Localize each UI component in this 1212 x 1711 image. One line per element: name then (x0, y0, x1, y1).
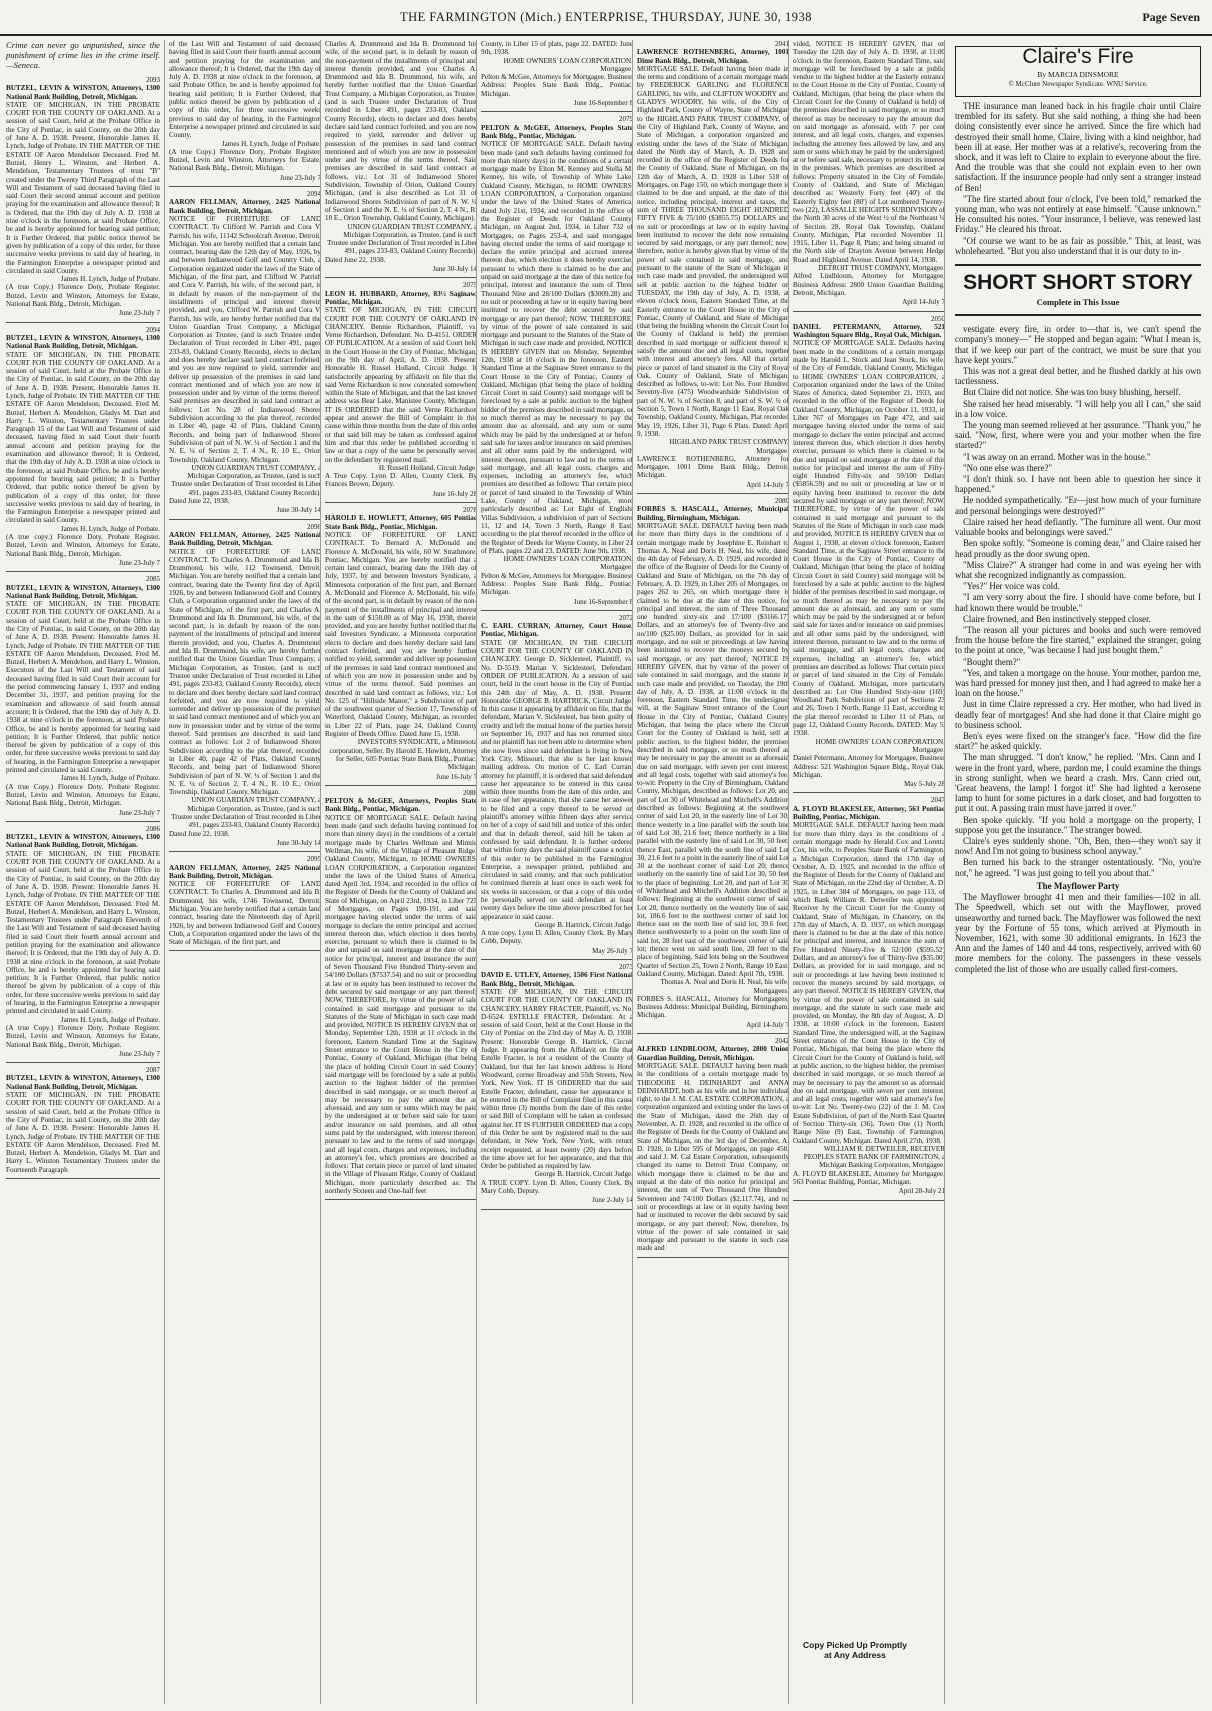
notice-body: STATE OF MICHIGAN, IN THE CIRCUIT COURT FOR THE COUNTY OF OAKLAND IN CHANCERY. George D. Sicklesteel, Plaintiff, vs. No. D-5519. Marian V. Sicklesteel, Defendant. ORDER OF PUBLICATION. At a session of said court, held in the court house in the City of Pontiac this 24th day of May, A. D. 1938. Present: Honorable GEORGE B. HARTRICK, Circuit Judge. In this cause it appearing by affidavit on file, that the defendant, Marian V. Sicklesteel, has been guilty of cruelty and left the mutual home of the parties herein on September 16, 1937 and has not returned since and no plaintiff has not been able to determine where she now lives since said defendant is living in New York City, Missouri, that she is her last known mailing address. On motion of C. Earl Curran, attorney for plaintiff, it is ordered that said defendant cause her appearance to be entered in this cause within three months from the date of this order, and in case of her appearance, that she cause her answer to be filed and a copy thereof to be served on plaintiff's attorney within fifteen days after service on her of a copy of said bill and notice of this order; and that in default thereof, said bill be taken as confessed by said defendant. It is further ordered that within forty days the said plaintiff cause a notice of this order to be published in the Farmington Enterprise, a newspaper printed, published and circulated in said county, and that such publication be continued therein at least once in each week for six weeks in succession, or that a copy of this order be personally served on said defendant at least twenty days before the time above prescribed for her appearance in said cause. (481, 638, 633, 921)
legal-notice (169, 40, 321, 182)
notice-number: 2072 (619, 613, 633, 622)
newspaper-columns (6, 40, 1206, 1704)
story-paragraph: Claire raised her head defiantly. "The furniture all went. Our most valuable books and belongings were saved." (955, 516, 1201, 538)
notice-attest: Dated June 22, 1938. (169, 829, 230, 838)
notice-number: 2087 (146, 1066, 160, 1075)
notice-run-dates: June 23-July 7 (280, 173, 321, 182)
notice-run-dates: May 5-July 28 (904, 780, 945, 789)
notice-number: 2042 (775, 1037, 789, 1046)
legal-notice (325, 281, 477, 498)
notice-body: Charles A. Drummond and Ida B. Drummond his wife, of the second part, is in default by reason of the non-payment of the installments of principal and interest therein provided, and you Charles A. Drummond and Ida B. Drummond, his wife, are hereby further notified that the Union Guardian Trust Company, a Michigan Corporation, as Trustee, (and is such Trustee under Declaration of Trust recorded in Liber 491, pages 233-83, Oakland County Records), elects to declare and does hereby declare said land contract forfeited, and you are now required to yield, surrender and deliver up possession of the premises in said land contract mentioned and of which you are now in possession under and by virtue of the terms thereof. Said premises are described in said land contract as follows, viz.: Lot 31 of Indianwood Shores Subdivision, Township of Orion, Oakland County, Michigan, (and is also described as Lot 31 of Indianwood Shores Subdivision of part of N. W. ¼ of Section 1 and the N. E. ¼ of Section 2, T. 4 N., R. 10 E., Orion Township, Oakland County, Michigan). (325, 40, 477, 223)
column-2 (164, 40, 321, 1704)
notice-divider (637, 1257, 789, 1258)
notice-heading: BUTZEL, LEVIN & WINSTON, Attorneys, 1300 National Bank Building, Detroit, Michigan. (6, 84, 160, 101)
legal-notice (325, 789, 477, 1196)
notice-attest: (A true Copy.) Florence Doty, Probate Register. Butzel, Levin and Winston, Attorneys for Estate, National Bank Bldg., Detroit, Michigan. (169, 147, 321, 173)
story-paragraph: Claire frowned, and Ben instinctively stepped closer. (963, 613, 1151, 624)
story-paragraph: Ben turned his back to the stranger ostentatiously. "No, you're not," he agreed. "I was just going to tell you about that." (955, 857, 1201, 878)
notice-attest: LAWRENCE ROTHENBERG, Attorney for Mortgagee, 1001 Dime Bank Bldg., Detroit, Michigan. (637, 454, 789, 480)
legal-notice (6, 76, 160, 318)
notice-number: 2088 (463, 788, 477, 797)
notice-signature: George B. Hartrick, Circuit Judge. (534, 1170, 633, 1179)
legal-notice (169, 190, 321, 515)
short-short-story-title: SHORT SHORT STORY (963, 270, 1193, 294)
notice-divider (6, 322, 160, 323)
column-4 (476, 40, 633, 1704)
legal-notice (325, 506, 477, 781)
notice-run-dates: June 16-July 28 (432, 489, 477, 498)
aside-title: The Mayflower Party (1036, 880, 1120, 891)
notice-divider (793, 792, 945, 793)
notice-body: STATE OF MICHIGAN, IN THE PROBATE COURT FOR THE COUNTY OF OAKLAND. At a session of said Court, held at the Probate Office in the City of Pontiac, in said County, on the 20th day of June A. D. 1938. Present: Honorable James H. Lynch, Judge of Probate. IN THE MATTER OF THE ESTATE OF Aaron Mendelson, Deceased. Fred M. Butzel, Herbert A. Mendelson, and Harry L. Winston, Testamentary Trustees under Paragraph Eleventh of the Last Will and Testament of said deceased having filed in said Court their fourth annual account and petition praying for the examination and allowance thereof; It is Ordered, that the 19th day of July A. D. 1938 at nine o'clock in the forenoon, at said Probate Office, be and is hereby appointed for hearing said petition; It is Further Ordered, that public notice thereof be given by publication of a copy of this order, for three successive weeks previous to said day of hearing, in the Farmington Enterprise a newspaper printed and circulated in said County. (6, 849, 160, 1016)
notice-divider (481, 959, 633, 960)
legal-notices-col4 (481, 40, 633, 1210)
story-paragraph: Ben spoke softly. "Someone is coming dear," and Claire raised her head proudly as the door swung open. (955, 538, 1201, 559)
notice-divider (6, 821, 160, 822)
legal-notice (481, 963, 633, 1205)
notice-heading: FORBES S. HASCALL, Attorney, Municipal Building, Birmingham, Michigan. (637, 505, 789, 522)
notice-heading: DANIEL PETERMANN, Attorney, 521 Washington Square Bldg., Royal Oak, Michigan. (793, 322, 945, 340)
notice-body: NOTICE OF FORFEITURE OF LAND CONTRACT. To Charles A. Drummond and Ida B. Drummond, his wife, 112 Townsend, Detroit, Michigan. You are hereby notified that a certain land contract, bearing date the Twenty first day of April, 1926, by and between Indianwood Golf and Country Club, a Corporation organized under the laws of the State of Michigan, of the first part, and Charles A. Drummond and Ida B. Drummond, his wife, of the second part, is in default by reason of the non-payment of the installments of principal and interest therein provided, and you, Charles A. Drummond and Ida B. Drummond, his wife, are hereby further notified that the Union Guardian Trust Company, a Michigan Corporation, as Trustee, (and is such Trustee under Declaration of Trust recorded in Liber 491, pages 233-83, Oakland County Records), elects to declare and does hereby declare said land contract forfeited, and you are now required to yield, surrender and deliver up possession of the premises in said land contract mentioned and of which you are now in possession under and by virtue of the terms thereof. Said premises are described in said land contract as follows: Lot 2 of Indianwood Shores Subdivision according to the plat thereof, recorded in Liber 40, page 42 of Plats, Oakland County Records, and being part of Indianwood Shores Subdivision of part of N. W. ¼ of Section 1 and the N. E. ¼ of Section 2, T. 4 N., R. 10 E., Orion Township, Oakland County, Michigan. (169, 547, 321, 797)
notice-divider (793, 311, 945, 312)
story-byline: By MARCIA DINSMORE (1037, 70, 1119, 80)
notice-divider (325, 1199, 477, 1200)
notice-run-dates: June 23-July 7 (119, 1049, 160, 1058)
notice-heading: BUTZEL, LEVIN & WINSTON, Attorneys, 1300 National Bank Building, Detroit, Michigan. (6, 333, 160, 351)
notice-body: vided, NOTICE IS HEREBY GIVEN, that on Tuesday the 12th day of July A. D. 1938, at 11:00 o'clock in the forenoon, Eastern Standard Time, said mortgage will be foreclosed by a sale at public vendue to the highest bidder at the Easterly entrance to the Court House in the City of Pontiac, County of Oakland, Michigan, (that being the place where the Circuit Court for the County of Oakland is held) of the premises described in said mortgage, or so much thereof as may be necessary to pay the amount due on said mortgage as aforesaid, with 7 per cent interest, and all legal costs, charges, and expenses, including the attorney fees allowed by law, and any sum or sums which may be paid by the undersigned, at or before said sale, necessary to protect its interest in the premises. Which premises are described as follows: Property situated in the City of Ferndale, County of Oakland, and State of Michigan, described as: Westerly Forty feet (40') of the Easterly Eighty feet (80') of Lot numbered Twenty-two (22), LASSALLE HEIGHTS SUBDIVISION of the North 30 acres of the West ½ of the Northeast ¼ of Section 28, Royal Oak Township, Oakland County, Michigan, Plat recorded November 11, 1915, Liber 11, Page 8, Plats; and being situated on the North side of Drayton Avenue between Hedge Road and Highland Avenue. Dated April 14, 1938. (793, 40, 945, 264)
story-paragraph: Ben's eyes were fixed on the stranger's face. "How did the fire start?" he asked quickly. (955, 730, 1201, 752)
story-paragraph: Ben spoke quickly. "If you hold a mortgage on the property, I suppose you get the insurance." The stranger bowed. (955, 814, 1201, 835)
notice-run-dates: June 16-September 8 (573, 99, 633, 108)
legal-notice (6, 825, 160, 1058)
notice-number: 2073 (619, 963, 633, 972)
notice-signature: Thomas A. Neal and Doris H. Neal, his wife, Mortgagees. (660, 978, 789, 995)
notice-number: 2075 (463, 281, 477, 290)
notice-heading: AARON FELLMAN, Attorney, 2425 National Bank Building, Detroit, Michigan. (169, 863, 321, 880)
notice-run-dates: April 14-July 7 (902, 298, 945, 307)
notice-divider (637, 1033, 789, 1034)
short-short-story-subtitle: Complete in This Issue (1036, 296, 1120, 307)
notice-run-dates: April 28-July 21 (898, 1187, 945, 1196)
legal-notice (793, 796, 945, 1195)
short-short-story-banner (955, 264, 1201, 316)
notice-signature: George B. Hartrick, Circuit Judge. (534, 920, 633, 929)
notice-divider (6, 1178, 160, 1179)
notice-divider (325, 502, 477, 503)
legal-notice (793, 40, 945, 307)
notice-number: 2095 (307, 855, 321, 864)
notice-run-dates: June 16-July 7 (436, 772, 477, 781)
notice-attest: (A true copy.) Florence Doty, Probate Register. Butzel, Levin and Winston, Attorneys for Estate, National Bank Bldg., Detroit, Michigan. (6, 533, 160, 558)
story-paragraph: "Yes?" Her voice was cold. (963, 581, 1060, 592)
legal-notices-col1 (6, 76, 160, 1179)
notice-attest: Pelton & McGee, Attorneys for Mortgagee. Business Address: Peoples State Bank Bldg., Pontiac, Michigan. (481, 73, 633, 98)
story-paragraph: "Bought them?" (963, 656, 1021, 667)
story-paragraph: "I was away on an errand. Mother was in the house." (963, 451, 1151, 462)
notice-attest: (A true Copy.) Florence Doty, Probate Register. Butzel, Levin and Winston, Attorneys for Estate, National Bank Bldg., Detroit, Michigan. (6, 782, 160, 808)
notice-divider (637, 493, 789, 494)
seneca-quote: Crime can never go unpunished, since the punishment of crime lies in the crime itself.—Seneca. (6, 40, 160, 70)
notice-attest: A True Copy. Lynn D. Allen, County Clerk. By Frances Brown, Deputy. (325, 472, 477, 489)
notice-signature: James H. Lynch, Judge of Probate. (221, 139, 321, 148)
legal-notice (637, 497, 789, 1029)
notice-body: NOTICE OF FORFEITURE OF LAND CONTRACT. To Charles A. Drummond and Ida B. Drummond, his wife, 1746 Townsend, Detroit, Michigan. You are hereby notified that a certain land contract, bearing date the Nineteenth day of April, 1926, by and between Indianwood Golf and Country Club, a Corporation organized under the laws of the State of Michigan, of the first part, and (169, 880, 321, 947)
notice-body: NOTICE OF FORFEITURE OF LAND CONTRACT. To Clifford W. Parrish and Cora V. Parrish, his wife, 11142 Schoolcraft Avenue, Detroit, Michigan. You are hereby notified that a certain land contract, bearing date the 12th day of May, 1926, by and between Indianwood Golf and Country Club, a Corporation organized under the laws of the State of Michigan, of the first part, and Clifford W. Parrish and Cora V. Parrish, his wife, of the second part, is in default by reason of the non-payment of the installments of principal and interest therein provided, and you, Clifford W. Parrish and Cora V. Parrish, his wife, are hereby further notified that the Union Guardian Trust Company, a Michigan Corporation as Trustee, (and is such Trustee under Declaration of Trust recorded in Liber 491, pages 233-83, Oakland County Records), elects to declare and does hereby declare said land contract forfeited, and you are now required to yield, surrender and deliver up possession of the premises in said land contract mentioned and of which you are now in possession under and by virtue of the terms thereof. Said premises are described in said land contract as follows: Lot No. 28 of Indianwood Shores Subdivision according to the plat thereof, recorded in Liber 40, page 42 of Plats, Oakland County Records, and being part of Indianwood Shores Subdivision of part of N. W. ¼ of Section 1 and the N. E. ¼ of Section 2, T. 4 N., R. 10 E., Orion Township, Oakland County, Michigan. (169, 214, 321, 464)
legal-notice (793, 315, 945, 789)
notice-number: 2050 (931, 314, 945, 323)
notice-attest: (A true Copy.) Florence Doty, Probate Register. Butzel, Levin and Winston, Attorneys for Estate, National Bank Bldg., Detroit, Michigan. (6, 283, 160, 309)
story-paragraph: The man shrugged. "I don't know," he replied. "Mrs. Cann and I were in the front yard, where, pardon me, I could examine the things in strong sunlight, when we heard a crash. Mrs. Cann cried out, 'Great heavens, the lamp! I forgot it!' She had lighted a kerosene lamp to hunt for some pictures in a dark closet, and had forgotten to put it out. A passing train must have jarred it over." (955, 752, 1201, 814)
legal-notice (6, 326, 160, 568)
notice-run-dates: June 30-July 14 (432, 265, 477, 274)
column-1 (6, 40, 160, 1704)
notice-body: MORTGAGE SALE. DEFAULT having been made in the conditions of a certain mortgage made by THEODORE H. DEINHARDT and ANNA DEINHARDT, both as his wife and in her individual right, to the J. M. CAL ESTATE CORPORATION, a corporation organized and existing under the laws of the State of Michigan, dated the 26th day of November, A. D. 1928, and recorded in the office of the Register of Deeds for the County of Oakland and State of Michigan, on the 3rd day of December, A. D. 1928, in Liber 595 of Mortgages, on page 458, and said J. M. Cal Estate Corporation, subsequently changed its name to Detroit Trust Company, on which mortgage there is claimed to be due and unpaid at the date of this notice for principal and interest, the sum of Two Thousand One Hundred Seventeen and 74/100 Dollars ($2,117.74), and no suit or proceedings at law or in equity having been had or instituted to recover the debt secured by said mortgage, or any part thereof; Now, therefore, by virtue of the power of sale contained in said mortgage and pursuant to the statute in such case made and (637, 1061, 789, 1253)
notice-body: STATE OF MICHIGAN, IN THE PROBATE COURT FOR THE COUNTY OF OAKLAND. At a session of said Court, held at the Probate Office in the City of Pontiac, in said County, on the 20th day of June A. D. 1938. Present: Honorable James H. Lynch, Judge of Probate. IN THE MATTER OF THE ESTATE OF Aaron Mendelson, Deceased. Fred M. Butzel, Herbert A. Mendelson, Gladys M. Dart and Harry L. Winston Testamentary Trustees under the Fourteenth Paragraph (6, 1091, 160, 1174)
aside-paragraph: The Mayflower brought 41 men and their families—102 in all. The Speedwell, which set out with the Mayflower, proved unseaworthy and turned back. The Mayflower was followed the next year by the Fortune of 55 tons, which arrived at Plymouth in November, 1621, with some 30 additional emigrants. In 1623 the Ann and the James of 140 and 44 tons, respectively, arrived with 60 more members for the colony. The passengers in these vessels completed the list of those who are usually called first-comers. (955, 892, 1201, 974)
column-6 (788, 40, 945, 1704)
copy-pickup-box: Copy Picked Up Promptly at Any Address (803, 1640, 907, 1660)
notice-signature: WILLIAM R. DETWEILER, RECEIVER PEOPLES STATE BANK OF FARMINGTON, a Michigan Banking Corporation, Mortgagee. (803, 1144, 945, 1170)
story-paragraph: "Miss Claire?" A stranger had come in and was eyeing her with what she recognized indignantly as compassion. (955, 559, 1201, 580)
notice-run-dates: June 23-July 7 (119, 309, 160, 318)
story-paragraph: "Yes, and taken a mortgage on the house. Your mother, pardon me, was hard pressed for money just then, and I had agreed to make her a loan on the house." (955, 667, 1201, 699)
legal-notices-col6 (793, 40, 945, 1201)
notice-attest: Dated June 22, 1938. (325, 255, 386, 264)
story-paragraph: "The fire started about four o'clock, I've been told," remarked the young man, who was not entirely at ease himself. "Cause unknown." He consulted his notes. "Your insurance, I believe, was renewed last Friday." He cleared his throat. (955, 193, 1201, 235)
notice-number: 2085 (146, 575, 160, 584)
notice-attest: (A true Copy.) Florence Doty, Probate Register. Butzel, Levin and Winston, Attorneys for Estate, National Bank Bldg., Detroit, Michigan. (6, 1023, 160, 1049)
notice-heading: LEON H. HUBBARD, Attorney, 83½ Saginaw, Pontiac, Michigan. (325, 289, 477, 306)
notice-number: 2078 (463, 506, 477, 515)
notice-divider (325, 785, 477, 786)
notice-divider (169, 851, 321, 852)
notice-heading: DAVID E. UTLEY, Attorney, 1506 First National Bank Bldg., Detroit, Michigan. (481, 971, 633, 988)
notice-heading: ALFRED LINDBLOOM, Attorney, 2800 Union Guardian Building, Detroit, Michigan. (637, 1045, 789, 1062)
story-text-part2 (949, 324, 1207, 878)
notice-attest: FORBES S. HASCALL, Attorney for Mortgagees, Business Address: Municipal Building, Birmingham, Michigan. (637, 994, 789, 1020)
notice-number: 2096 (307, 522, 321, 531)
story-column (944, 40, 1207, 1704)
story-paragraph: "I am very sorry about the fire. I should have come before, but I had known there would be trouble." (955, 592, 1201, 613)
notice-heading: BUTZEL, LEVIN & WINSTON, Attorneys, 1300 National Bank Building, Detroit, Michigan. (6, 833, 160, 850)
notice-signature: James H. Lynch, Judge of Probate. (60, 774, 160, 783)
notice-signature: HIGHLAND PARK TRUST COMPANY, Mortgagee. (669, 438, 789, 455)
legal-notice (169, 855, 321, 946)
page-number: Page Seven (1142, 10, 1200, 24)
legal-notice (481, 40, 633, 107)
notice-number: 2041 (775, 40, 789, 48)
notice-heading: A. FLOYD BLAKESLEE, Attorney, 563 Pontiac Building, Pontiac, Michigan. (793, 804, 945, 822)
page-title: THE FARMINGTON (Mich.) ENTERPRISE, THURSDAY, JUNE 30, 1938 (399, 10, 812, 24)
notice-divider (481, 111, 633, 112)
legal-notice (6, 575, 160, 817)
notice-heading: AARON FELLMAN, Attorney, 2425 National Bank Building, Detroit, Michigan. (169, 198, 321, 215)
notice-body: NOTICE OF MORTGAGE SALE. Default having been made (and such defaults having continued for more than ninety days) in the conditions of a certain mortgage made by Elton M. Kenney and Stella M. Kenney, his wife, of Township of White Lake, Oakland County, Michigan, to HOME OWNERS' LOAN CORPORATION, a Corporation organized under the laws of the United States of America, dated July 21st, 1934, and recorded in the office of the Register of Deeds for Oakland County, Michigan, on August 2nd, 1934, in Liber 732 of Mortgages, on Pages 253-4, and said mortgagee having elected under the terms of said mortgage to declare the entire principal and accrued interest thereon due, which election it does hereby exercise, pursuant to which there is claimed to be due and unpaid on said mortgage at the date of this notice for principal, interest and insurance the sum of Three Thousand Nine and 28/100 Dollars ($3009.28) and no suit or proceeding at law or in equity having been instituted to recover the debt secured by said mortgage or any part thereof; NOW, THEREFORE, by virtue of the power of sale contained in said mortgage and pursuant to the Statutes of the State of Michigan in such case made and provided, NOTICE IS HEREBY GIVEN that on Monday, September 12th, 1938 at 10 o'clock in the forenoon, Eastern Standard Time at the Saginaw Street entrance to the Court House in the City of Pontiac, County of Oakland, Michigan (that being the place of holding Circuit Court in said County) said mortgage will be foreclosed by a sale at public auction to the highest bidder of the premises described in said mortgage, or so much thereof as may be necessary to pay the amount due as aforesaid, and any sum or sums which may be paid by the undersigned at or before said sale for taxes and/or insurance on said premises, and all other sums paid by the undersigned, with interest thereon, pursuant to law and to the terms of said mortgage, and all legal costs, charges and expenses, including an attorney's fee, which premises are described as follows: That certain piece or parcel of land situated in the Township of White Lake, County of Oakland, Michigan, more particularly described as: Lot Eight of Englishi Villas Subdivision, a subdivision of part of Sections 11, 12 and 14, Town 3 North, Range 8 East, according to the plat thereof recorded in the office of the Register of Deeds for Wayne County, in Liber 21 of Plats, pages 22 and 23. DATED: June 9th, 1938. (481, 140, 633, 555)
story-paragraph: "No one else was there?" (963, 462, 1053, 473)
notice-attest: A. FLOYD BLAKESLEE, Attorney for Mortgagee, 563 Pontiac Building, Pontiac, Michigan. (793, 1169, 945, 1187)
notice-run-dates: June 23-July 7 (119, 558, 160, 567)
notice-run-dates: May 26-July 7 (592, 946, 633, 955)
notice-number: 2086 (146, 824, 160, 833)
notice-run-dates: June 23-July 7 (119, 808, 160, 817)
story-paragraph: This was not a great deal better, and he flushed darkly at his own tactlessness. (955, 366, 1201, 387)
legal-notice (637, 1037, 789, 1253)
notice-body: STATE OF MICHIGAN, IN THE CIRCUIT COURT FOR THE COUNTY OF OAKLAND IN CHANCERY. HARRY FRACTER, Plaintiff, vs. No. D-6524. ESTELLE FRACTER, Defendant. At a session of said Court, held at the Court House in the City of Pontiac on the 23rd day of May A. D. 1938. Present: Honorable George B. Hartrick, Circuit Judge. It appearing from the Affidavit on file that Estelle Fracter, is not a resident of the County of Oakland, but that her last known address is Hotel Woodward, corner Broadway and 55th Streets, New York, New York. IT IS ORDERED that the said Estelle Fracter, defendant, cause her appearance to be entered in the Bill of Complaint filed in this cause within three (3) months from the date of this order, or said Bill of Complaint will be taken as confessed against her. IT IS FURTHER ORDERED that a copy of this Order be sent by registered mail to the said defendant, in New York, New York, with return receipt requested, at least twenty (20) days before the time above set for her appearance, and that this Order be published as required by law. (481, 987, 633, 1171)
notice-heading: LAWRENCE ROTHENBERG, Attorney, 1001 Dime Bank Bldg., Detroit, Michigan. (637, 48, 789, 65)
notice-signature: James H. Lynch, Judge of Probate. (60, 1015, 160, 1024)
notice-body: MORTGAGE SALE. Default having been made in the terms and conditions of a certain mortgage made by FREDERICK GARLING and FLORENCE GARLING, his wife, and CLIFTON WOODRY and GLADYS WOODRY, his wife, of the City of Highland Park, County of Wayne, State of Michigan to the HIGHLAND PARK TRUST COMPANY, of the City of Highland Park, County of Wayne, and State of Michigan, a corporation organized and existing under the laws of the State of Michigan, dated the Ninth day of March, A. D. 1928 and recorded in the office of the Register of Deeds for the County of Oakland, State of Michigan, on the 12th day of March, A. D. 1928 in Liber 518 of Mortgages, on Page 150, on which mortgage there is claimed to be due and unpaid, at the date of this notice, including principal, interest and taxes, the sum of THREE THOUSAND EIGHT HUNDRED FIFTY FIVE & 75/100 ($3855.75) DOLLARS and no suit or proceedings at law or in equity having been instituted to recover the debt now remaining secured by said mortgage, or any part thereof; now, therefore, notice is hereby given that by virtue of the power of sale contained in said mortgage, and pursuant to the statute of the State of Michigan in such case made and provided, the undersigned will sell at public auction to the highest bidder on TUESDAY, the 19th day of July, A. D. 1938, at eleven o'clock noon, Eastern Standard Time, at the Easterly entrance to the Court House in the City of Pontiac, County of Oakland, and State of Michigan (that being the building wherein the Circuit Court for the County of Oakland is held) the premises described in said mortgage or sufficient thereof to satisfy the amount due and all legal costs, together with interest and attorney's fees. All that certain piece or parcel of land situated in the City of Royal Oak, County of Oakland, State of Michigan, described as follows, to-wit: Lot No. Four Hundred Seventy-five (475) Woodwardside Subdivision of part of N. W. ¼ of Section 8, and part of S. W. ¼ of Section 5, Town 1 North, Range 11 East, Royal Oak Township, Oakland County, Michigan, Plat recorded May 19, 1926, Liber 31, Page 6 Plats. Dated: April 9, 1938. (637, 64, 789, 438)
story-paragraph: She raised her head miserably. "I will help you all I can," she said in a low voice. (955, 398, 1201, 419)
column-5 (632, 40, 789, 1704)
notice-body: STATE OF MICHIGAN, IN THE PROBATE COURT FOR THE COUNTY OF OAKLAND. At a session of said Court, held at the Probate Office in the City of Pontiac, in said County, on the 20th day of June A. D. 1938. Present, Honorable James H. Lynch, Judge of Probate. IN THE MATTER OF THE ESTATE OF Aaron Mendelson Deceased. Fred M. Butzel, Henry L. Winston, and Herbert A. Mendelson, Testamentary Trustees of trust "B" created under the Twenty Third Paragraph of the Last Will and Testament of said deceased having filed in said Court their second annual account and petition praying for the examination and allowance thereof; It is Ordered, that the 19th day of July A. D. 1938 at nine o'clock in the forenoon, at said Probate Office, be and is hereby appointed for hearing said petition; It is Further Ordered, that public notice thereof be given by publication of a copy of this order, for three successive weeks previous to said day of hearing, in the Farmington Enterprise a newspaper printed and circulated in said County. (6, 100, 160, 275)
legal-notice (637, 40, 789, 489)
notice-signature: HOME OWNERS' LOAN CORPORATION, Mortgagee. (815, 737, 945, 754)
notice-number: 2093 (146, 76, 160, 84)
notice-heading: C. EARL CURRAN, Attorney, Court House, Pontiac, Michigan. (481, 622, 633, 639)
story-paragraph: Just in time Claire repressed a cry. Her mother, who had lived in deadly fear of mortgages! And she had done it that Claire might go to business school. (955, 699, 1201, 730)
notice-body: STATE OF MICHIGAN, IN THE PROBATE COURT FOR THE COUNTY OF OAKLAND. At a session of said Court, held at the Probate Office in the City of Pontiac, in said County, on the 20th day of June A. D. 1938. Present: Honorable James H. Lynch, Judge of Probate. IN THE MATTER OF THE ESTATE OF Aaron Mendelson, Deceased. Fred M. Butzel, Herbert A. Mendelson, and Harry L. Winston, Executors of the Last Will and Testament of said deceased having filed in said Court their account for the period commencing January 1, 1937 and ending December 31, 1937, and petition praying for the examination and allowance of said fourth annual account; It is Ordered, that the 19th day of July A. D. 1938 at nine o'clock in the forenoon, at said Probate Office, be and is hereby appointed for hearing said petition; It is Further Ordered, that public notice thereof be given by publication of a copy of this order, for three successive weeks previous to said day of hearing, in the Farmington Enterprise a newspaper printed and circulated in said County. (6, 600, 160, 775)
notice-body: County, in Liber 15 of plats, page 22. DATED: June 9th, 1938. (481, 40, 633, 57)
notice-heading: PELTON & McGEE, Attorneys, Peoples State Bank Bldg., Pontiac, Michigan. (481, 123, 633, 140)
story-paragraph: "Of course we want to be as fair as possible." This, at least, was wholehearted. "But you also understand that it is our duty to in- (955, 235, 1201, 256)
story-paragraph: THE insurance man leaned back in his fragile chair until Claire trembled for its safety. But she said nothing, a thing she had been doing consistently ever since he arrived. Since the fire which had destroyed their small home, Claire, living with a kind neighbor, had been ill at ease. Her mother was at a relative's, recovering from the shock, and it was left to Claire to explain to everyone about the fire. And the trouble was that she could not explain even to her own satisfaction. If the insurance people had only sent a stranger instead of Ben! (955, 100, 1201, 193)
legal-notice (325, 40, 477, 273)
story-credit: © McClure Newspaper Syndicate. WNU Service. (1008, 79, 1148, 88)
notice-signature: INVESTORS SYNDICATE, a Minnesota corporation, Seller. By Harold E. Howlett, Attorney for Seller, 605 Pontiac State Bank Bldg., Pontiac, Michigan. (329, 738, 477, 772)
notice-heading: HAROLD E. HOWLETT, Attorney, 605 Pontiac State Bank Bldg., Pontiac, Michigan. (325, 514, 477, 531)
notice-number: 2094 (307, 190, 321, 199)
notice-signature: HOME OWNERS' LOAN CORPORATION, Mortgagee. (503, 56, 633, 73)
notice-divider (481, 1209, 633, 1210)
notice-run-dates: June 16-September 8 (573, 597, 633, 606)
column-3 (320, 40, 477, 1704)
notice-signature: UNION GUARDIAN TRUST COMPANY, a Michigan Corporation, as Trustee, (and is such Trustee under Declaration of Trust recorded in Liber 491, pages 233-83, Oakland County Records). (171, 463, 321, 497)
notice-attest: A TRUE COPY. Lynn D. Allen, County Clerk. By Mary Cobb, Deputy. (481, 1178, 633, 1196)
notice-body: STATE OF MICHIGAN, IN THE CIRCUIT COURT FOR THE COUNTY OF OAKLAND IN CHANCERY. Bennie Richardson, Plaintiff, vs. Verne Richardson, Defendant. No. D-4151. ORDER OF PUBLICATION. At a session of said Court held in the Court House in the City of Pontiac, Michigan, on the 9th day of April, A. D. 1938. Present: Honorable H. Russel Holland, Circuit Judge. It satisfactorily appearing by affidavit on file that the said Verne Richardson is now concealed somewhere within the State of Michigan, and that the last known address was Bear Lake, Manistee County, Michigan. IT IS ORDERED that the said Verne Richardson appear and answer the Bill of Complaint in this cause within three months from the date of this order or that said bill may be taken as confessed against him and that this order be published according to law or that a copy of the same be personally served on the defendant by registered mail. (325, 306, 477, 464)
notice-divider (325, 277, 477, 278)
notice-body: NOTICE OF FORFEITURE OF LAND CONTRACT. To Bernard A. McDonald and Florence A. McDonald, his wife, 60 W. Strathmore, Pontiac, Michigan. You are hereby notified that a certain land contract, bearing date the 16th day of July, 1937, by and between Investors Syndicate, a Minnesota corporation of the first part, and Bernard A. McDonald and Florence A. McDonald, his wife, of the second part, is in default by reason of the non-payment of the installments of principal and interest in the sum of $150.00 as of May 16, 1938, therein provided, and you are hereby further notified that the said Investors Syndicate, a Minnesota corporation elects to declare and does hereby declare said land contract forfeited, and you are hereby further notified to yield, surrender and deliver up possession of the premises in said land contract mentioned and of which you are now in possession under and by virtue of the terms thereof. Said premises are described in said land contract as follows, viz.: Lot No. 125 of "Hillside Manor," a Subdivision of part of the southwest quarter of Section 17, Township of Waterford, Oakland County, Michigan, as recorded in Liber 22 of Plats, page 24, Oakland County Register of Deeds Office. Dated June 15, 1938. (325, 530, 477, 739)
notice-number: 2080 (775, 497, 789, 506)
legal-notices-col5 (637, 40, 789, 1258)
legal-notice (6, 1066, 160, 1174)
notice-divider (169, 186, 321, 187)
notice-body: of the Last Will and Testament of said deceased having filed in said Court their fourth annual account and petition praying for the examination and allowance thereof; It is Ordered, that the 19th day of July A. D. 1938 at nine o'clock in the forenoon, at said Probate Office, be and is hereby appointed for hearing said petition; It is Further Ordered, that public notice thereof be given by publication of a copy of this order, for three successive weeks previous to said day of hearing, in the Farmington Enterprise a newspaper printed and circulated in said County. (169, 40, 321, 140)
notice-signature: UNION GUARDIAN TRUST COMPANY, a Michigan Corporation, as Trustee, (and is such Trustee under Declaration of Trust recorded in Liber 491, pages 233-83, Oakland County Records). (327, 222, 477, 256)
notice-heading: BUTZEL, LEVIN & WINSTON, Attorneys, 1300 National Bank Building, Detroit, Michigan. (6, 583, 160, 600)
notice-run-dates: April 14-July 7 (746, 480, 789, 489)
notice-signature: James H. Lynch, Judge of Probate. (60, 275, 160, 284)
notice-signature: H. Russell Holland, Circuit Judge. (378, 463, 477, 472)
story-header (955, 46, 1201, 97)
notice-signature: DETROIT TRUST COMPANY, Mortgagee. (818, 264, 945, 273)
notice-body: MORTGAGE SALE. DEFAULT having been made for more than thirty days in the conditions of a certain mortgage made by Josephine E. Reinhart to Thomas A. Neal and Doris H. Neal, his wife, dated the 4th day of February, A. D. 1929, and recorded in the office of the Register of Deeds for the County of Oakland and State of Michigan, on the 7th day of February, A. D. 1929, in Liber 205 of Mortgages, on pages 262 to 265, on which mortgage there is claimed to be due at the date of this notice, for principal and interest, the sum of Three Thousand one hundred sixty-six and 17/100 ($3166.17) Dollars, and an attorney's fee of Twenty-five and no/100 ($25.00) Dollars, as provided for in said mortgage, and no suit or proceedings at law having been instituted to recover the moneys secured by said mortgage, or any part thereof; NOTICE IS HEREBY GIVEN, that by virtue of the power of sale contained in said mortgage, and the statute in such case made and provided, on Tuesday, the 19th day of July, A. D. 1938, at 11:00 o'clock in the forenoon, Eastern Standard Time, the undersigned will, at the Saginaw Street entrance of the Court House in the City of Pontiac, Oakland County, Michigan, that being the place where the Circuit Court for the County of Oakland is held, sell at public auction, to the highest bidder, the premises described in said mortgage, or so much thereof as may be necessary to pay the amount so as aforesaid due on said mortgage, with seven per cent interest, and all legal costs, together with said attorney's fee, to-wit: Property in the City of Birmingham, Oakland County, Michigan, described as follows: Lot 20, and part of Lot 30 of Whitehead and Mitchell's Addition described as follows: Beginning at the southwest corner of said Lot 20, in the easterly line of Lot 30; thence westerly in a line parallel with the south line of said Lot 30, 21.6 feet; thence northerly in a line parallel with the easterly line of said Lot 30, 50 feet; thence East, parallel with the south line of said Lot 30, 21.6 feet to a point in the easterly line of said Lot 30 at the northeast corner of said Lot 20; thence southerly on the easterly line of said Lot 30, 50 feet to the place of beginning. Lot 20, and part of Lot 30 of Whitehead and Mitchell's Addition described as follows: Beginning at the southwest corner of said Lot 20, thence northerly on the westerly line of said lot, 186.6 feet to the northwest corner of said lot; thence east on the north line of said lot, 39.6 feet; thence southwesterly to a point on the south line of said lot, 28 feet east of the southwest corner of said lot; thence west on said south line, 28 feet to the place of beginning. Said lots being on the Southwest Quarter of Section 25, Town 2 North, Range 10 East, Oakland County, Michigan. Dated: April 7th, 1938. (637, 521, 789, 978)
masthead (0, 0, 1212, 36)
legal-notice (169, 523, 321, 848)
story-paragraph: "The reason all your pictures and books and such were removed from the house before the fire started," explained the stranger, going to the point at once, "was because I had just bought them." (955, 624, 1201, 656)
story-paragraph: vestigate every fire, in order to—that is, we can't spend the company's money—" He stopped and began again: "What I mean is, that if we keep our part of the contract, we must be sure that you have kept yours." (955, 324, 1201, 365)
legal-notice (481, 115, 633, 606)
notice-number: 2047 (931, 796, 945, 805)
notice-body: NOTICE OF MORTGAGE SALE. Default having been made (and such defaults having continued for more than ninety days) in the conditions of a certain mortgage made by Charles Wellman and Minnie Wellman, his wife, of the Village of Pleasant Ridge, Oakland County, Michigan, to HOME OWNERS' LOAN CORPORATION, a Corporation organized under the laws of the United States of America, dated April 3rd, 1934, and recorded in the office of the Register of Deeds for the County of Oakland and State of Michigan, on April 23rd, 1934, in Liber 725 of Mortgages, on Pages 190-191, and said mortgagee having elected under the terms of said mortgage to declare the entire principal and accrued interest thereon due, which election it does hereby exercise, pursuant to which there is claimed to be due and unpaid on said mortgage at the date of this notice for principal, interest and insurance the sum of Seven Thousand Five Hundred Thirty-seven and 54/100 Dollars ($7537.54) and no suit or proceeding at law or in equity has been instituted to recover the debt secured by said mortgage or any part thereof; NOW, THEREFORE, by virtue of the power of sale contained in said mortgage and pursuant to the Statutes of the State of Michigan in such case made and provided, NOTICE IS HEREBY GIVEN that on Monday, September 12th, 1938 at 11 o'clock in the forenoon, Eastern Standard Time at the Saginaw Street entrance to the Court House in the City of Pontiac, County of Oakland, Michigan (that being the place of holding Circuit Court in said County) said mortgage will be foreclosed by a sale at public auction to the highest bidder of the premises described in said mortgage, or so much thereof as may be necessary to pay the amount due as aforesaid, and any sum or sums which may be paid by the undersigned at or before said sale for taxes and/or insurance on said premises, and all other sums paid by the undersigned, with interest thereon, pursuant to law and to the terms of said mortgage, and all legal costs, charges and expenses, including an attorney's fee, which premises are described as follows: That certain piece or parcel of land situated in the Village of Pleasant Ridge, County of Oakland, Michigan, more particularly described as: The northerly Sixteen and One-half feet (325, 813, 477, 1196)
notice-heading: BUTZEL, LEVIN & WINSTON, Attorneys, 1300 National Bank Building, Detroit, Michigan. (6, 1074, 160, 1091)
story-paragraph: "I don't think so. I have not been able to question her since it happened." (955, 474, 1201, 495)
legal-notices-col2 (169, 40, 321, 951)
notice-run-dates: June 2-July 14 (592, 1196, 633, 1205)
notice-body: STATE OF MICHIGAN, IN THE PROBATE COURT FOR THE COUNTY OF OAKLAND. At a session of said Court, held at the Probate Office in the City of Pontiac, in said County, on the 20th day of June A. D. 1938. Present, Honorable James H. Lynch, Judge of Probate. IN THE MATTER OF THE ESTATE OF Aaron Mendelson, Deceased. Fred M. Butzel, Herbert A. Mendelson, Gladys M. Dart and Harry L. Winston, Testamentary Trustees under Paragraph 15 of the Last Will and Testament of said deceased, having filed in said Court their fourth annual account and petition praying for the examination and allowance thereof; It is Ordered, that the 19th day of July A. D. 1938 at nine o'clock in the forenoon, at said Probate Office, be and is hereby appointed for hearing said petition; It is Further Ordered, that public notice thereof be given by publication of a copy of this order, for three successive weeks previous to said day of hearing, in the Farmington Enterprise a newspaper printed and circulated in said County. (6, 350, 160, 525)
notice-number: 2079 (619, 115, 633, 124)
story-paragraph: He nodded sympathetically. "Er—just how much of your furniture and personal belongings were destroyed?" (955, 495, 1201, 516)
notice-divider (6, 571, 160, 572)
legal-notice (481, 614, 633, 955)
aside-text (949, 892, 1207, 974)
notice-divider (169, 950, 321, 951)
story-paragraph: Claire's eyes suddenly shone. "Oh, Ben, then—they won't say it now! And I'm not going to business school anyway." (955, 835, 1201, 857)
story-text-part1 (949, 101, 1207, 256)
notice-attest: Dated June 22, 1938. (169, 497, 230, 506)
story-paragraph: But Claire did not notice. She was too busy blushing, herself. (963, 387, 1181, 398)
notice-heading: AARON FELLMAN, Attorney, 2425 National Bank Building, Detroit, Michigan. (169, 530, 321, 548)
notice-body: MORTGAGE SALE. DEFAULT having been made for more than thirty days in the conditions of a certain mortgage made by Herald Cox and Loretta Cox, his wife, to Peoples State Bank of Farmington, a Michigan Corporation, dated the 17th day of October, A. D. 1925, and recorded in the office of the Register of Deeds for the County of Oakland and State of Michigan, on the 22nd day of October, A. D. 1925, in Liber 384 of Mortgages, on page 113, of which Bank William R. Detweiler was appointed Receiver by the Circuit Court for the County of Oakland, State of Michigan, in Chancery, on the 17th day of March, A. D. 1937, on which mortgage there is claimed to be due at the date of this notice, for principal and interest, and insurance the sum of Five Hundred Ninety-five & 52/100 ($595.52) Dollars, and an attorney's fee of Thirty-five ($35.00) Dollars, as provided for in said mortgage, and no suit or proceedings at law having been instituted to recover the moneys secured by said mortgage, or any part thereof. NOTICE IS HEREBY GIVEN, that by virtue of the power of sale contained in said mortgage, and the statute in such case made and provided, on Monday, the 8th day of August, A. D. 1938, at 10:00 o'clock in the forenoon, Eastern Standard Time, the undersigned will, at the Saginaw Street entrance of the Court House in the City of Pontiac, Michigan, that being the place where the Circuit Court for the County of Oakland is held, sell at public auction, to the highest bidder, the premises described in said mortgage, or so much thereof as may be necessary to pay the amount so as aforesaid due on said mortgage, with seven per cent interest, and all legal costs, together with said attorney's fee, to-wit: Lot No. Twenty-two (22) of the J. M. Cox Estate Subdivision, of part of the North East Quarter of Section Thirty-six (36), Town One (1) North, Range Nine (9) East, Township of Farmington, Oakland County, Michigan. Dated April 27th, 1938. (793, 821, 945, 1145)
notice-divider (481, 610, 633, 611)
notice-signature: James H. Lynch, Judge of Probate. (60, 524, 160, 533)
notice-signature: HOME OWNERS' LOAN CORPORATION, Mortgagee. (503, 555, 633, 572)
notice-divider (169, 519, 321, 520)
notice-heading: PELTON & McGEE, Attorneys, Peoples State Bank Bldg., Pontiac, Michigan. (325, 797, 477, 814)
notice-run-dates: June 30-July 14 (276, 838, 321, 847)
notice-attest: Daniel Petermann, Attorney for Mortgagee, Business Address: 521 Washington Square Bldg., Royal Oak, Michigan. (793, 754, 945, 779)
notice-attest: A true copy. Lynn D. Allen, County Clerk. By Mary Cobb, Deputy. (481, 929, 633, 946)
notice-run-dates: April 14-July 7 (746, 1020, 789, 1029)
notice-divider (6, 1062, 160, 1063)
legal-notices-col3 (325, 40, 477, 1200)
story-paragraph: The young man seemed relieved at her assurance. "Thank you," he said. "Now, first, where were you and your mother when the fire started?" (955, 420, 1201, 451)
notice-number: 2094 (146, 325, 160, 334)
notice-body: NOTICE OF MORTGAGE SALE. Defaults having been made in the conditions of a certain mortgage made by Harold L. Stock and Jean Stock, his wife, of the City of Ferndale, Oakland County, Michigan, to HOME OWNERS' LOAN CORPORATION, a Corporation organized under the laws of the United States of America, dated September 21, 1933, and recorded in the office of the Register of Deeds for Oakland County, Michigan, on October 11, 1933, in Liber 767 of Mortgages on Page 472, and said mortgagee having elected under the terms of said mortgage to declare the entire principal and accrued interest thereon due, which election it does hereby exercise, pursuant to which there is claimed to be due and unpaid on said mortgage at the date of this notice for principal and interest the sum of Fifty-eight Hundred Fifty-six and 59/100 Dollars ($5856.59) and no suit or proceeding at law or in equity having been instituted to recover the debt secured by said mortgage or any part thereof; NOW, THEREFORE, by virtue of the power of sale contained in said mortgage and pursuant to the Statutes of the State of Michigan in such case made and provided, NOTICE IS HEREBY GIVEN that on August 1, 1938, at eleven o'clock forenoon, Eastern Standard Time, at the Saginaw Street entrance to the Court House in the City of Pontiac, County of Oakland, Michigan (that being the place of holding Circuit Court in said County) said mortgage will be foreclosed by a sale at public auction to the highest bidder of the premises described in said mortgage, or so much thereof as may be necessary to pay the amount due as aforesaid, and any sum or sums which may be paid by the undersigned at or before said sale for taxes and/or insurance on said premises, and all other sums paid by the undersigned, with interest thereon, pursuant to law and to the terms of said mortgage, and all legal costs, charges and expenses, including an attorney's fee, which premises are described as follows: That certain piece or parcel of land situated in the City of Ferndale, County of Oakland, Michigan, more particularly described as: Lot One Hundred Sixty-nine (169) Woodland Park Subdivision of part of Sections 23 and 26, Town 1 North, Range 11 East, according to the plat thereof recorded in Liber 11 of Plats, on page 12, Oakland County Records. DATED: May 5, 1938. (793, 339, 945, 738)
notice-attest: Pelton & McGee, Attorneys for Mortgagee. Business Address: Peoples State Bank Bldg., Pontiac, Michigan. (481, 571, 633, 597)
notice-attest: Alfred Lindbloom, Attorney for Mortgagee, Business Address: 2800 Union Guardian Building, Detroit, Michigan. (793, 272, 945, 297)
story-title: Claire's Fire (1022, 45, 1134, 68)
notice-run-dates: June 30-July 14 (276, 506, 321, 515)
notice-signature: UNION GUARDIAN TRUST COMPANY, a Michigan Corporation, as Trustee, (and is such Trustee under Declaration of Trust recorded in Liber 491, pages 233-83, Oakland County Records). (171, 796, 321, 830)
notice-divider (793, 1200, 945, 1201)
